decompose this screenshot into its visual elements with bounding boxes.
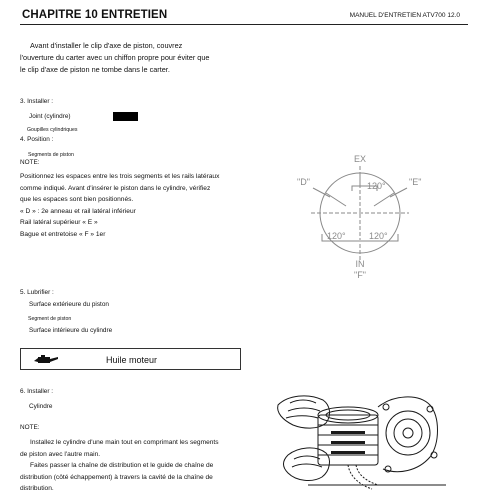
step6-note xyxy=(20,437,219,495)
note-line: de piston avec l'autre main. xyxy=(20,450,101,458)
step6-item: Cylindre xyxy=(29,403,53,410)
angle-top-label: 120° xyxy=(367,181,386,191)
gap-mark xyxy=(326,193,346,206)
note-line: Rail latéral supérieur « E » xyxy=(20,219,98,226)
note-label: NOTE: xyxy=(20,159,40,166)
note-line: Installez le cylindre d'une main tout en comprimant les segments xyxy=(30,439,219,446)
piston-ring-diagram xyxy=(297,154,432,284)
step5-item: Surface extérieure du piston xyxy=(29,301,109,308)
intro-line: Avant d'installer le clip d'axe de piston, couvrez xyxy=(30,41,183,50)
step5-title: 5. Lubrifier : xyxy=(20,289,54,296)
note-line: Bague et entretoise « F » 1er xyxy=(20,230,106,238)
step3-title: 3. Installer : xyxy=(20,98,54,105)
in-label: IN xyxy=(355,259,365,269)
step4-title: 4. Position : xyxy=(20,136,54,143)
note-line: distribution (côté échappement) à travers la cavité de la chaîne de xyxy=(20,473,213,481)
angle-left-label: 120° xyxy=(327,231,346,241)
intro-line: l'ouverture du carter avec un chiffon propre pour éviter que xyxy=(20,53,210,62)
oil-can-icon xyxy=(33,355,59,364)
note-label: NOTE: xyxy=(20,424,40,431)
note-line: distribution. xyxy=(20,485,54,492)
intro-line: le clip d'axe de piston ne tombe dans le carter. xyxy=(20,65,170,74)
redaction-box xyxy=(113,112,138,121)
step5-item: Surface intérieure du cylindre xyxy=(29,327,113,334)
d-label: "D" xyxy=(297,177,310,187)
chapter-title: CHAPITRE 10 ENTRETIEN xyxy=(22,9,168,21)
note-line: Faites passer la chaîne de distribution et le guide de chaîne de xyxy=(30,462,214,469)
angle-right-label: 120° xyxy=(369,231,388,241)
header-divider xyxy=(20,24,468,25)
note-line: Positionnez les espaces entre les trois segments et les rails latéraux xyxy=(20,173,220,180)
e-label: "E" xyxy=(409,177,422,187)
gap-mark xyxy=(374,193,394,206)
lubricant-label: Huile moteur xyxy=(106,355,158,365)
f-label: "F" xyxy=(354,270,366,280)
note-line: comme indiqué. Avant d'insérer le piston dans le cylindre, vérifiez xyxy=(20,184,211,192)
step4-item: Segments de piston xyxy=(28,152,74,158)
note-line: « D » : 2e anneau et rail latéral inférieur xyxy=(20,207,136,215)
intro-paragraph xyxy=(20,40,209,76)
step6-title: 6. Installer : xyxy=(20,388,54,395)
step3-item: Goupilles cylindriques xyxy=(27,127,78,133)
manual-label: MANUEL D'ENTRETIEN ATV700 12.0 xyxy=(349,12,460,19)
note-line: que les espaces sont bien positionnés. xyxy=(20,196,134,203)
step5-item: Segment de piston xyxy=(28,316,72,322)
step4-note xyxy=(20,171,219,240)
step3-item: Joint (cylindre) xyxy=(29,113,71,120)
cylinder-installation-illustration xyxy=(268,385,448,495)
ex-label: EX xyxy=(353,154,367,164)
